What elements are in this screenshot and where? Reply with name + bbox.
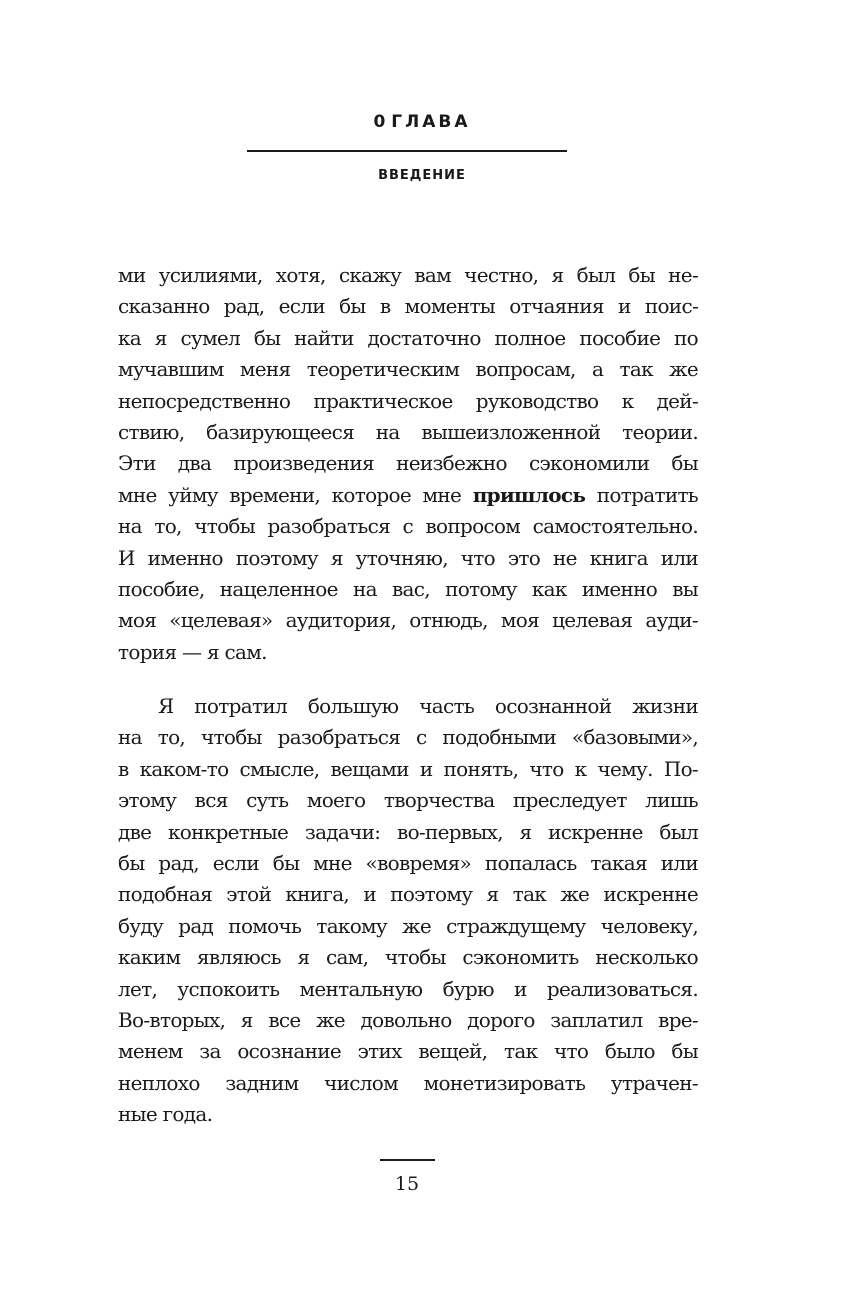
text-line: в каком-то смысле, вещами и понять, что к чему. По- <box>118 756 698 781</box>
text-line: пособие, нацеленное на вас, потому как именно вы <box>118 576 698 601</box>
text-line: ствию, базирующееся на вышеизложенной теории. <box>118 419 698 444</box>
text-line: Эти два произведения неизбежно сэкономили бы <box>118 451 698 476</box>
text-line: сказанно рад, если бы в моменты отчаяния и поис- <box>118 294 698 319</box>
text-line: лет, успокоить ментальную бурю и реализоваться. <box>118 976 698 1001</box>
text-line: непосредственно практическое руководство к дей- <box>118 388 698 413</box>
paragraph-2 <box>118 691 698 1130</box>
text-line-with-emphasis <box>118 480 698 511</box>
text-line: Я потратил большую часть осознанной жизни <box>158 694 698 718</box>
text-line: каким являюсь я сам, чтобы сэкономить несколько <box>118 945 698 970</box>
text-line: этому вся суть моего творчества преследует лишь <box>118 788 698 813</box>
text-line: неплохо задним числом монетизировать утрачен- <box>118 1070 698 1095</box>
text-line: буду рад помочь такому же страждущему человеку, <box>118 913 698 938</box>
text-line: мучавшим меня теоретическим вопросам, а так же <box>118 357 698 382</box>
text-line: ка я сумел бы найти достаточно полное пособие по <box>118 325 698 350</box>
page-number: 15 <box>394 1173 420 1195</box>
chapter-word: ГЛАВА <box>391 112 471 132</box>
header-divider <box>247 150 567 152</box>
text-segment: потратить <box>585 482 698 507</box>
text-line: менем за осознание этих вещей, так что было бы <box>118 1039 698 1064</box>
text-line: на то, чтобы разобраться с вопросом самостоятельно. <box>118 514 698 539</box>
section-title: ВВЕДЕНИЕ <box>378 168 466 183</box>
paragraph-1 <box>118 260 698 668</box>
text-line: моя «целевая» аудитория, отнюдь, моя целевая ауди- <box>118 608 698 633</box>
text-line: подобная этой книга, и поэтому я так же искренне <box>118 882 698 907</box>
chapter-number: 0 <box>373 112 386 132</box>
text-segment: мне уйму времени, которое мне <box>118 482 473 507</box>
text-line: ные года. <box>118 1102 213 1127</box>
text-line: на то, чтобы разобраться с подобными «базовыми», <box>118 725 698 750</box>
bold-word: пришлось <box>472 482 586 507</box>
footer-divider <box>380 1159 435 1161</box>
text-line: тория — я сам. <box>118 639 267 664</box>
chapter-heading <box>0 112 844 132</box>
text-line: бы рад, если бы мне «вовремя» попалась такая или <box>118 850 698 875</box>
text-line: И именно поэтому я уточняю, что это не книга или <box>118 545 698 570</box>
text-line: две конкретные задачи: во-первых, я искренне был <box>118 819 698 844</box>
text-line: Во-вторых, я все же довольно дорого заплатил вре- <box>118 1007 698 1032</box>
text-line: ми усилиями, хотя, скажу вам честно, я был бы не- <box>118 263 698 287</box>
